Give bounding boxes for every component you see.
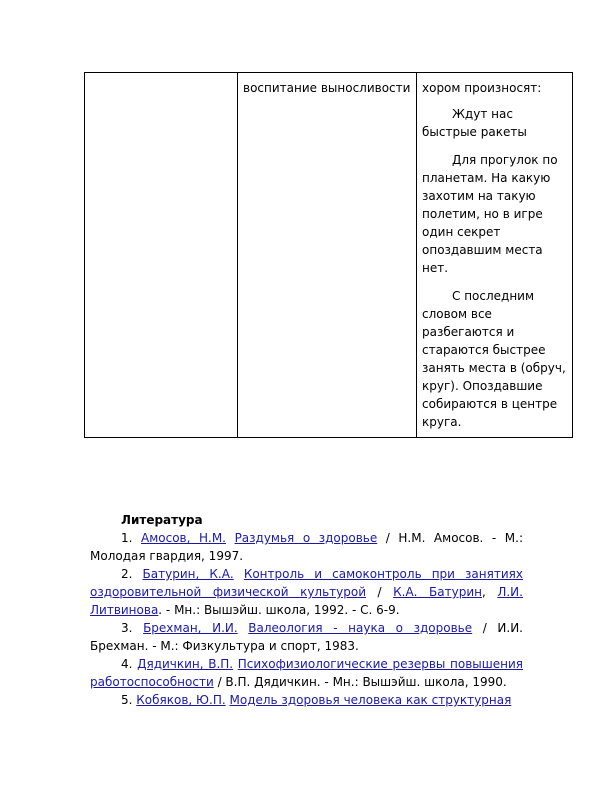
reference-title-link[interactable]: Психофизиологические резервы повышения работоспособности xyxy=(90,657,523,689)
reference-coauthor-link[interactable]: Л.И. Литвинова xyxy=(90,585,523,617)
literature-heading: Литература xyxy=(121,513,203,527)
reference-item xyxy=(90,691,523,709)
reference-author-link[interactable]: Брехман, И.И. xyxy=(143,621,238,635)
reference-number: 2. xyxy=(121,567,133,581)
game-table xyxy=(84,72,573,438)
reference-rest: / Н.М. Амосов. - М.: Молодая гвардия, 1997. xyxy=(90,531,523,563)
reference-rest: . - Мн.: Вышэйш. школа, 1992. - С. 6-9. xyxy=(158,603,400,617)
reference-author-link[interactable]: Кобяков, Ю.П. xyxy=(136,693,226,707)
reference-author-link[interactable]: Батурин, К.А. xyxy=(142,567,234,581)
literature-section xyxy=(90,511,523,709)
reference-number: 1. xyxy=(121,531,133,545)
table-row xyxy=(85,73,573,438)
table-cell-goal xyxy=(238,73,417,438)
reference-coauthor-link[interactable]: К.А. Батурин xyxy=(393,585,482,599)
reference-item xyxy=(90,565,523,619)
reference-title-link[interactable]: Контроль и самоконтроль при занятиях оздоровительной физической культурой xyxy=(90,567,523,599)
description-para-rhyme-cont: Для прогулок по планетам. На какую захотим на такую полетим, но в игре один секрет опоздавшим места нет. xyxy=(422,153,558,275)
reference-item xyxy=(90,529,523,565)
reference-title-link[interactable]: Модель здоровья человека как структурная xyxy=(229,693,512,707)
table-cell-description xyxy=(417,73,573,438)
reference-number: 3. xyxy=(121,621,133,635)
reference-item xyxy=(90,655,523,691)
cell-text-goal: воспитание выносливости xyxy=(243,81,411,95)
reference-title-link[interactable]: Раздумья о здоровье xyxy=(234,531,378,545)
reference-author-link[interactable]: Амосов, Н.М. xyxy=(141,531,226,545)
reference-author-link[interactable]: Дядичкин, В.П. xyxy=(137,657,234,671)
reference-rest: / В.П. Дядичкин. - Мн.: Вышэйш. школа, 1990. xyxy=(213,675,507,689)
reference-separator: / xyxy=(366,585,394,599)
reference-number: 4. xyxy=(121,657,133,671)
reference-number: 5. xyxy=(121,693,133,707)
reference-separator: , xyxy=(481,585,498,599)
table-cell-empty xyxy=(85,73,238,438)
description-para-rules: С последним словом все разбегаются и стараются быстрее занять места в (обруч, круг). Опоздавшие собираются в центре круга. xyxy=(422,289,566,429)
reference-rest: / И.И. Брехман. - М.: Физкультура и спорт, 1983. xyxy=(90,621,523,653)
reference-item xyxy=(90,619,523,655)
description-line-intro: хором произносят: xyxy=(422,81,542,95)
reference-title-link[interactable]: Валеология - наука о здоровье xyxy=(248,621,473,635)
description-para-rhyme: Ждут нас быстрые ракеты xyxy=(422,107,527,139)
